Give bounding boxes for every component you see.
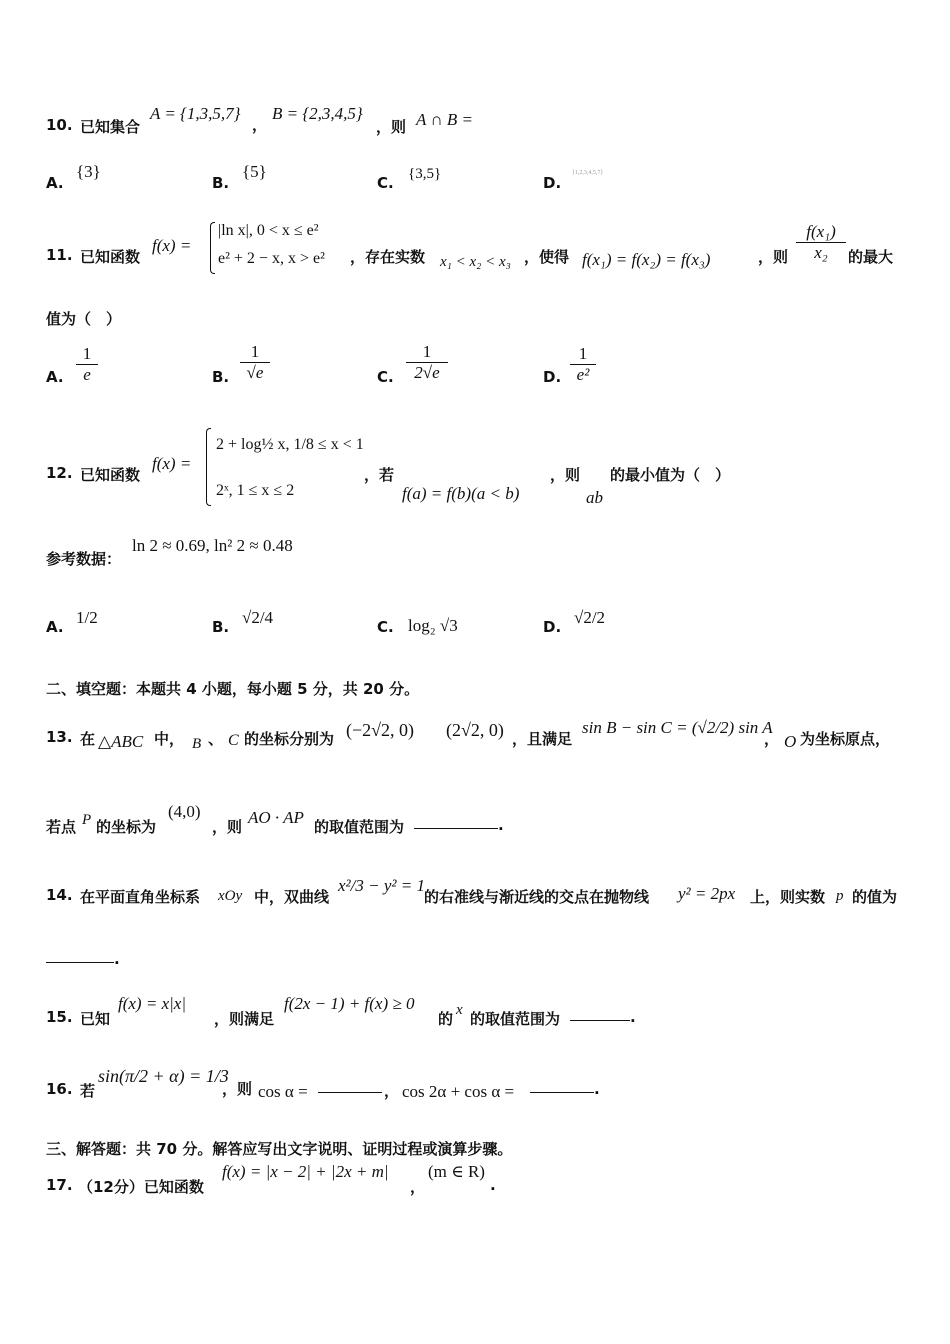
q12-brace — [206, 428, 211, 506]
q10-option-a-value: {3} — [76, 162, 101, 181]
q12-option-b-value: √2/4 — [242, 608, 274, 627]
q13-line2b: 的坐标为 — [96, 818, 157, 836]
q16-p1: 若 — [80, 1082, 96, 1100]
q14-parabola: y² = 2px — [678, 884, 736, 903]
q12-piece-1: 2 + log½ x, 1/8 ≤ x < 1 — [216, 436, 364, 453]
q10-expr: A ∩ B = — [416, 110, 473, 129]
q11-option-c-den: 2√e — [414, 363, 440, 382]
q12-stem: 已知函数 — [80, 466, 141, 484]
q11-option-c-num: 1 — [406, 342, 448, 363]
q14-p4: 上，则实数 — [750, 888, 826, 906]
q10-option-d-value: {1,2,3,4,5,7} — [572, 170, 604, 176]
q11-ratio-den: x₂ — [814, 243, 828, 262]
q15-f: f(x) = x|x| — [118, 994, 186, 1013]
q12-piece-2: 2ˣ, 1 ≤ x ≤ 2 — [216, 482, 295, 499]
q10-option-d-label: D. — [543, 174, 562, 192]
q15-p2: ，则满足 — [214, 1010, 275, 1028]
q14-p2: 中，双曲线 — [254, 888, 330, 906]
q13-dot-product: AO · AP — [248, 808, 304, 827]
q13-period: . — [498, 816, 504, 834]
q11-fname: f(x) = — [152, 236, 192, 255]
q13-p4: ，且满足 — [512, 730, 573, 748]
q15-period: . — [630, 1008, 636, 1026]
q11-ratio-num: f(x₁) — [796, 222, 846, 243]
q14-hyperbola: x²/3 − y² = 1 — [338, 876, 425, 895]
q13-coord-p: (4,0) — [168, 802, 201, 821]
q10-option-b-value: {5} — [242, 162, 267, 181]
q10-set-a: A = {1,3,5,7} — [150, 104, 241, 123]
q13-p: P — [82, 812, 92, 828]
q12-if: ，若 — [364, 466, 395, 484]
q12-option-d-label: D. — [543, 618, 562, 636]
q16-expr-2: cos 2α + cos α = — [402, 1082, 515, 1101]
q16-expr-1: cos α = — [258, 1082, 308, 1101]
q14-p: p — [836, 888, 844, 904]
q12-option-c-label: C. — [377, 618, 394, 636]
q15-number: 15. — [46, 1008, 73, 1026]
q12-fname: f(x) = — [152, 454, 192, 473]
q12-cond: f(a) = f(b)(a < b) — [402, 484, 520, 503]
q10-number: 10. — [46, 116, 73, 134]
q12-option-a-value: 1/2 — [76, 608, 98, 627]
q14-answer-blank[interactable] — [46, 950, 114, 963]
q12-min: 的最小值为（ ） — [610, 466, 731, 484]
section-3-heading: 三、解答题：共 70 分。解答应写出文字说明、证明过程或演算步骤。 — [46, 1140, 513, 1158]
q13-o: O — [784, 732, 797, 751]
q10-option-c-value: {3,5} — [408, 166, 442, 182]
q11-piece-2: e² + 2 − x, x > e² — [218, 250, 325, 267]
q13-p5: ， — [764, 730, 780, 748]
q11-option-c-frac — [406, 342, 448, 383]
q11-equality: f(x₁) = f(x₂) = f(x₃) — [582, 250, 711, 269]
q13-coord-b: (−2√2, 0) — [346, 720, 415, 740]
q14-p5: 的值为 — [852, 888, 898, 906]
q11-line2: 值为（ ） — [46, 310, 122, 328]
q13-coord-c: (2√2, 0) — [446, 720, 504, 740]
q12-option-c-value: log₂ √3 — [408, 616, 458, 635]
q11-option-a-den: e — [83, 365, 91, 384]
q17-number: 17. — [46, 1176, 73, 1194]
q16-number: 16. — [46, 1080, 73, 1098]
q10-option-b-label: B. — [212, 174, 230, 192]
q11-ratio — [796, 222, 846, 263]
q10-option-c-label: C. — [377, 174, 394, 192]
q13-p2: 中， — [154, 730, 185, 748]
q11-option-b-frac — [240, 342, 270, 383]
q11-max: 的最大 — [848, 248, 894, 266]
q16-cond: sin(π/2 + α) = 1/3 — [98, 1066, 229, 1086]
q16-period: . — [594, 1080, 600, 1098]
q13-triangle: △ABC — [98, 732, 144, 751]
q11-option-b-den: √e — [246, 363, 264, 382]
q16-answer-blank-2[interactable] — [530, 1080, 594, 1093]
q11-option-d-den: e² — [576, 365, 590, 384]
q13-c: C — [228, 732, 239, 749]
q16-comma: ， — [384, 1082, 400, 1100]
q16-p2: ，则 — [222, 1080, 253, 1098]
q14-number: 14. — [46, 886, 73, 904]
q17-period: . — [490, 1176, 496, 1194]
q13-line2c: ，则 — [212, 818, 243, 836]
q17-domain: (m ∈ R) — [428, 1162, 485, 1181]
q12-option-b-label: B. — [212, 618, 230, 636]
q17-comma: ， — [410, 1178, 426, 1196]
q10-comma: ， — [252, 116, 268, 134]
q11-option-d-num: 1 — [570, 344, 596, 365]
q16-answer-blank-1[interactable] — [318, 1080, 382, 1093]
q14-p3: 的右准线与渐近线的交点在抛物线 — [424, 888, 650, 906]
q11-option-d-label: D. — [543, 368, 562, 386]
q11-sothat: ，使得 — [524, 248, 570, 266]
q13-p6: 为坐标原点， — [800, 730, 891, 748]
q15-p1: 已知 — [80, 1010, 111, 1028]
q15-answer-blank[interactable] — [570, 1008, 630, 1021]
q12-option-a-label: A. — [46, 618, 64, 636]
q11-order: x₁ < x₂ < x₃ — [440, 254, 511, 270]
q13-cond: sin B − sin C = (√2/2) sin A — [582, 718, 773, 737]
q11-option-a-label: A. — [46, 368, 64, 386]
q14-sys: xOy — [218, 888, 243, 904]
q15-p3: 的 — [438, 1010, 454, 1028]
q17-f: f(x) = |x − 2| + |2x + m| — [222, 1162, 389, 1181]
q15-p4: 的取值范围为 — [470, 1010, 561, 1028]
q11-number: 11. — [46, 246, 73, 264]
q11-option-a-frac — [76, 344, 98, 385]
q11-then: ，则 — [758, 248, 789, 266]
section-2-heading: 二、填空题：本题共 4 小题，每小题 5 分，共 20 分。 — [46, 680, 420, 698]
q15-x: x — [456, 1002, 463, 1018]
q12-number: 12. — [46, 464, 73, 482]
q12-target: ab — [586, 488, 603, 507]
q13-b: B — [192, 736, 202, 752]
q15-ineq: f(2x − 1) + f(x) ≥ 0 — [284, 994, 415, 1013]
q13-p3: 的坐标分别为 — [244, 730, 335, 748]
q11-option-d-frac — [570, 344, 596, 385]
q10-option-a-label: A. — [46, 174, 64, 192]
q11-option-b-num: 1 — [240, 342, 270, 363]
q12-ref-label: 参考数据： — [46, 550, 122, 568]
q10-set-b: B = {2,3,4,5} — [272, 104, 363, 123]
q12-ref-data: ln 2 ≈ 0.69, ln² 2 ≈ 0.48 — [132, 536, 293, 555]
q13-answer-blank[interactable] — [414, 816, 498, 829]
q12-option-d-value: √2/2 — [574, 608, 606, 627]
q14-p1: 在平面直角坐标系 — [80, 888, 201, 906]
q11-option-a-num: 1 — [76, 344, 98, 365]
q10-stem: 已知集合 — [80, 118, 141, 136]
q13-p1: 在 — [80, 730, 96, 748]
q13-line2a: 若点 — [46, 818, 77, 836]
q13-number: 13. — [46, 728, 73, 746]
q13-line2d: 的取值范围为 — [314, 818, 405, 836]
q11-option-c-label: C. — [377, 368, 394, 386]
q11-stem: 已知函数 — [80, 248, 141, 266]
q11-option-b-label: B. — [212, 368, 230, 386]
q17-score-stem: （12分）已知函数 — [78, 1178, 204, 1196]
q12-then: ，则 — [550, 466, 581, 484]
q11-piece-1: |ln x|, 0 < x ≤ e² — [218, 222, 319, 239]
q10-then: ，则 — [376, 118, 407, 136]
q14-period: . — [114, 950, 120, 968]
q11-exist: ，存在实数 — [350, 248, 426, 266]
q11-brace — [210, 222, 215, 274]
q13-sep: 、 — [208, 730, 224, 748]
